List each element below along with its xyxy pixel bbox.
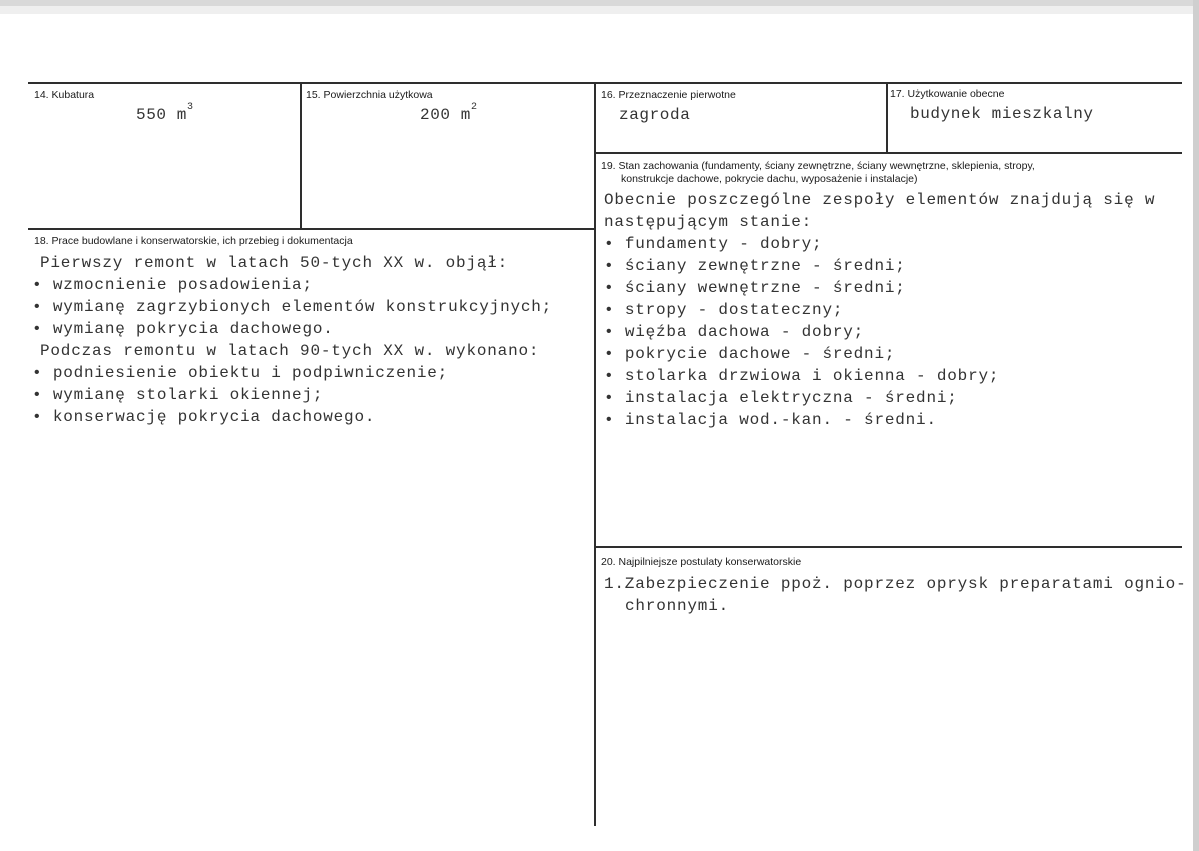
field-18-bullet-item: • konserwację pokrycia dachowego. — [32, 406, 552, 428]
field-17-value: budynek mieszkalny — [910, 105, 1094, 123]
field-19-label-line-2: konstrukcje dachowe, pokrycie dachu, wyposażenie i instalacje) — [621, 173, 918, 185]
field-18-text — [40, 252, 552, 428]
divider-16-17 — [886, 83, 888, 153]
field-20-line: 1.Zabezpieczenie ppoż. poprzez oprysk preparatami ognio- — [604, 575, 1187, 593]
field-19-bullet-item: • ściany wewnętrzne - średni; — [604, 277, 1155, 299]
divider-left-right — [594, 83, 596, 826]
field-19-bullet-item: • fundamenty - dobry; — [604, 233, 1155, 255]
field-18-bullet-item: • wymianę stolarki okiennej; — [32, 384, 552, 406]
field-14-number: 550 m — [136, 106, 188, 124]
field-19-line: następującym stanie: — [604, 213, 813, 231]
divider-14-15 — [300, 83, 302, 229]
field-19-bullet-item: • stropy - dostateczny; — [604, 299, 1155, 321]
field-14-value — [136, 102, 194, 124]
field-19-bullet-item: • ściany zewnętrzne - średni; — [604, 255, 1155, 277]
field-15-label: 15. Powierzchnia użytkowa — [306, 89, 433, 101]
field-18-line: Pierwszy remont w latach 50-tych XX w. objął: — [40, 254, 509, 272]
field-19-bullet-item: • więźba dachowa - dobry; — [604, 321, 1155, 343]
field-16-value: zagroda — [619, 106, 691, 124]
field-14-label: 14. Kubatura — [34, 89, 95, 101]
field-15-number: 200 m — [420, 106, 472, 124]
field-19-bullet-item: • stolarka drzwiowa i okienna - dobry; — [604, 365, 1155, 387]
field-18-bullet-item: • podniesienie obiektu i podpiwniczenie; — [32, 362, 552, 384]
scan-edge-top-shade — [0, 6, 1199, 14]
field-19-line: Obecnie poszczególne zespoły elementów znajdują się w — [604, 191, 1156, 209]
field-20-line: chronnymi. — [625, 597, 730, 615]
field-19-label-line-1: 19. Stan zachowania (fundamenty, ściany zewnętrzne, ściany wewnętrzne, sklepienia, stropy, — [601, 160, 1035, 172]
field-18-line: Podczas remontu w latach 90-tych XX w. wykonano: — [40, 342, 540, 360]
field-14-unit-superscript: 3 — [187, 102, 194, 113]
divider-above-20 — [595, 546, 1182, 548]
top-border-line — [28, 82, 1182, 84]
field-15-value — [420, 102, 478, 124]
field-16-label: 16. Przeznaczenie pierwotne — [601, 89, 736, 101]
divider-under-14-15 — [28, 228, 595, 230]
divider-under-16-17 — [595, 152, 1182, 154]
field-19-bullet-item: • instalacja wod.-kan. - średni. — [604, 409, 1155, 431]
field-20-text — [604, 573, 1187, 617]
field-15-unit-superscript: 2 — [471, 102, 478, 113]
scan-edge-right — [1193, 0, 1199, 851]
field-19-bullet-item: • instalacja elektryczna - średni; — [604, 387, 1155, 409]
field-18-bullet-item: • wymianę pokrycia dachowego. — [32, 318, 552, 340]
field-19-bullet-item: • pokrycie dachowe - średni; — [604, 343, 1155, 365]
field-18-bullet-item: • wymianę zagrzybionych elementów konstrukcyjnych; — [32, 296, 552, 318]
field-18-label: 18. Prace budowlane i konserwatorskie, ich przebieg i dokumentacja — [34, 235, 353, 247]
field-19-text — [604, 189, 1155, 431]
field-18-bullet-item: • wzmocnienie posadowienia; — [32, 274, 552, 296]
field-20-label: 20. Najpilniejsze postulaty konserwatorskie — [601, 556, 802, 568]
field-17-label: 17. Użytkowanie obecne — [890, 88, 1005, 100]
